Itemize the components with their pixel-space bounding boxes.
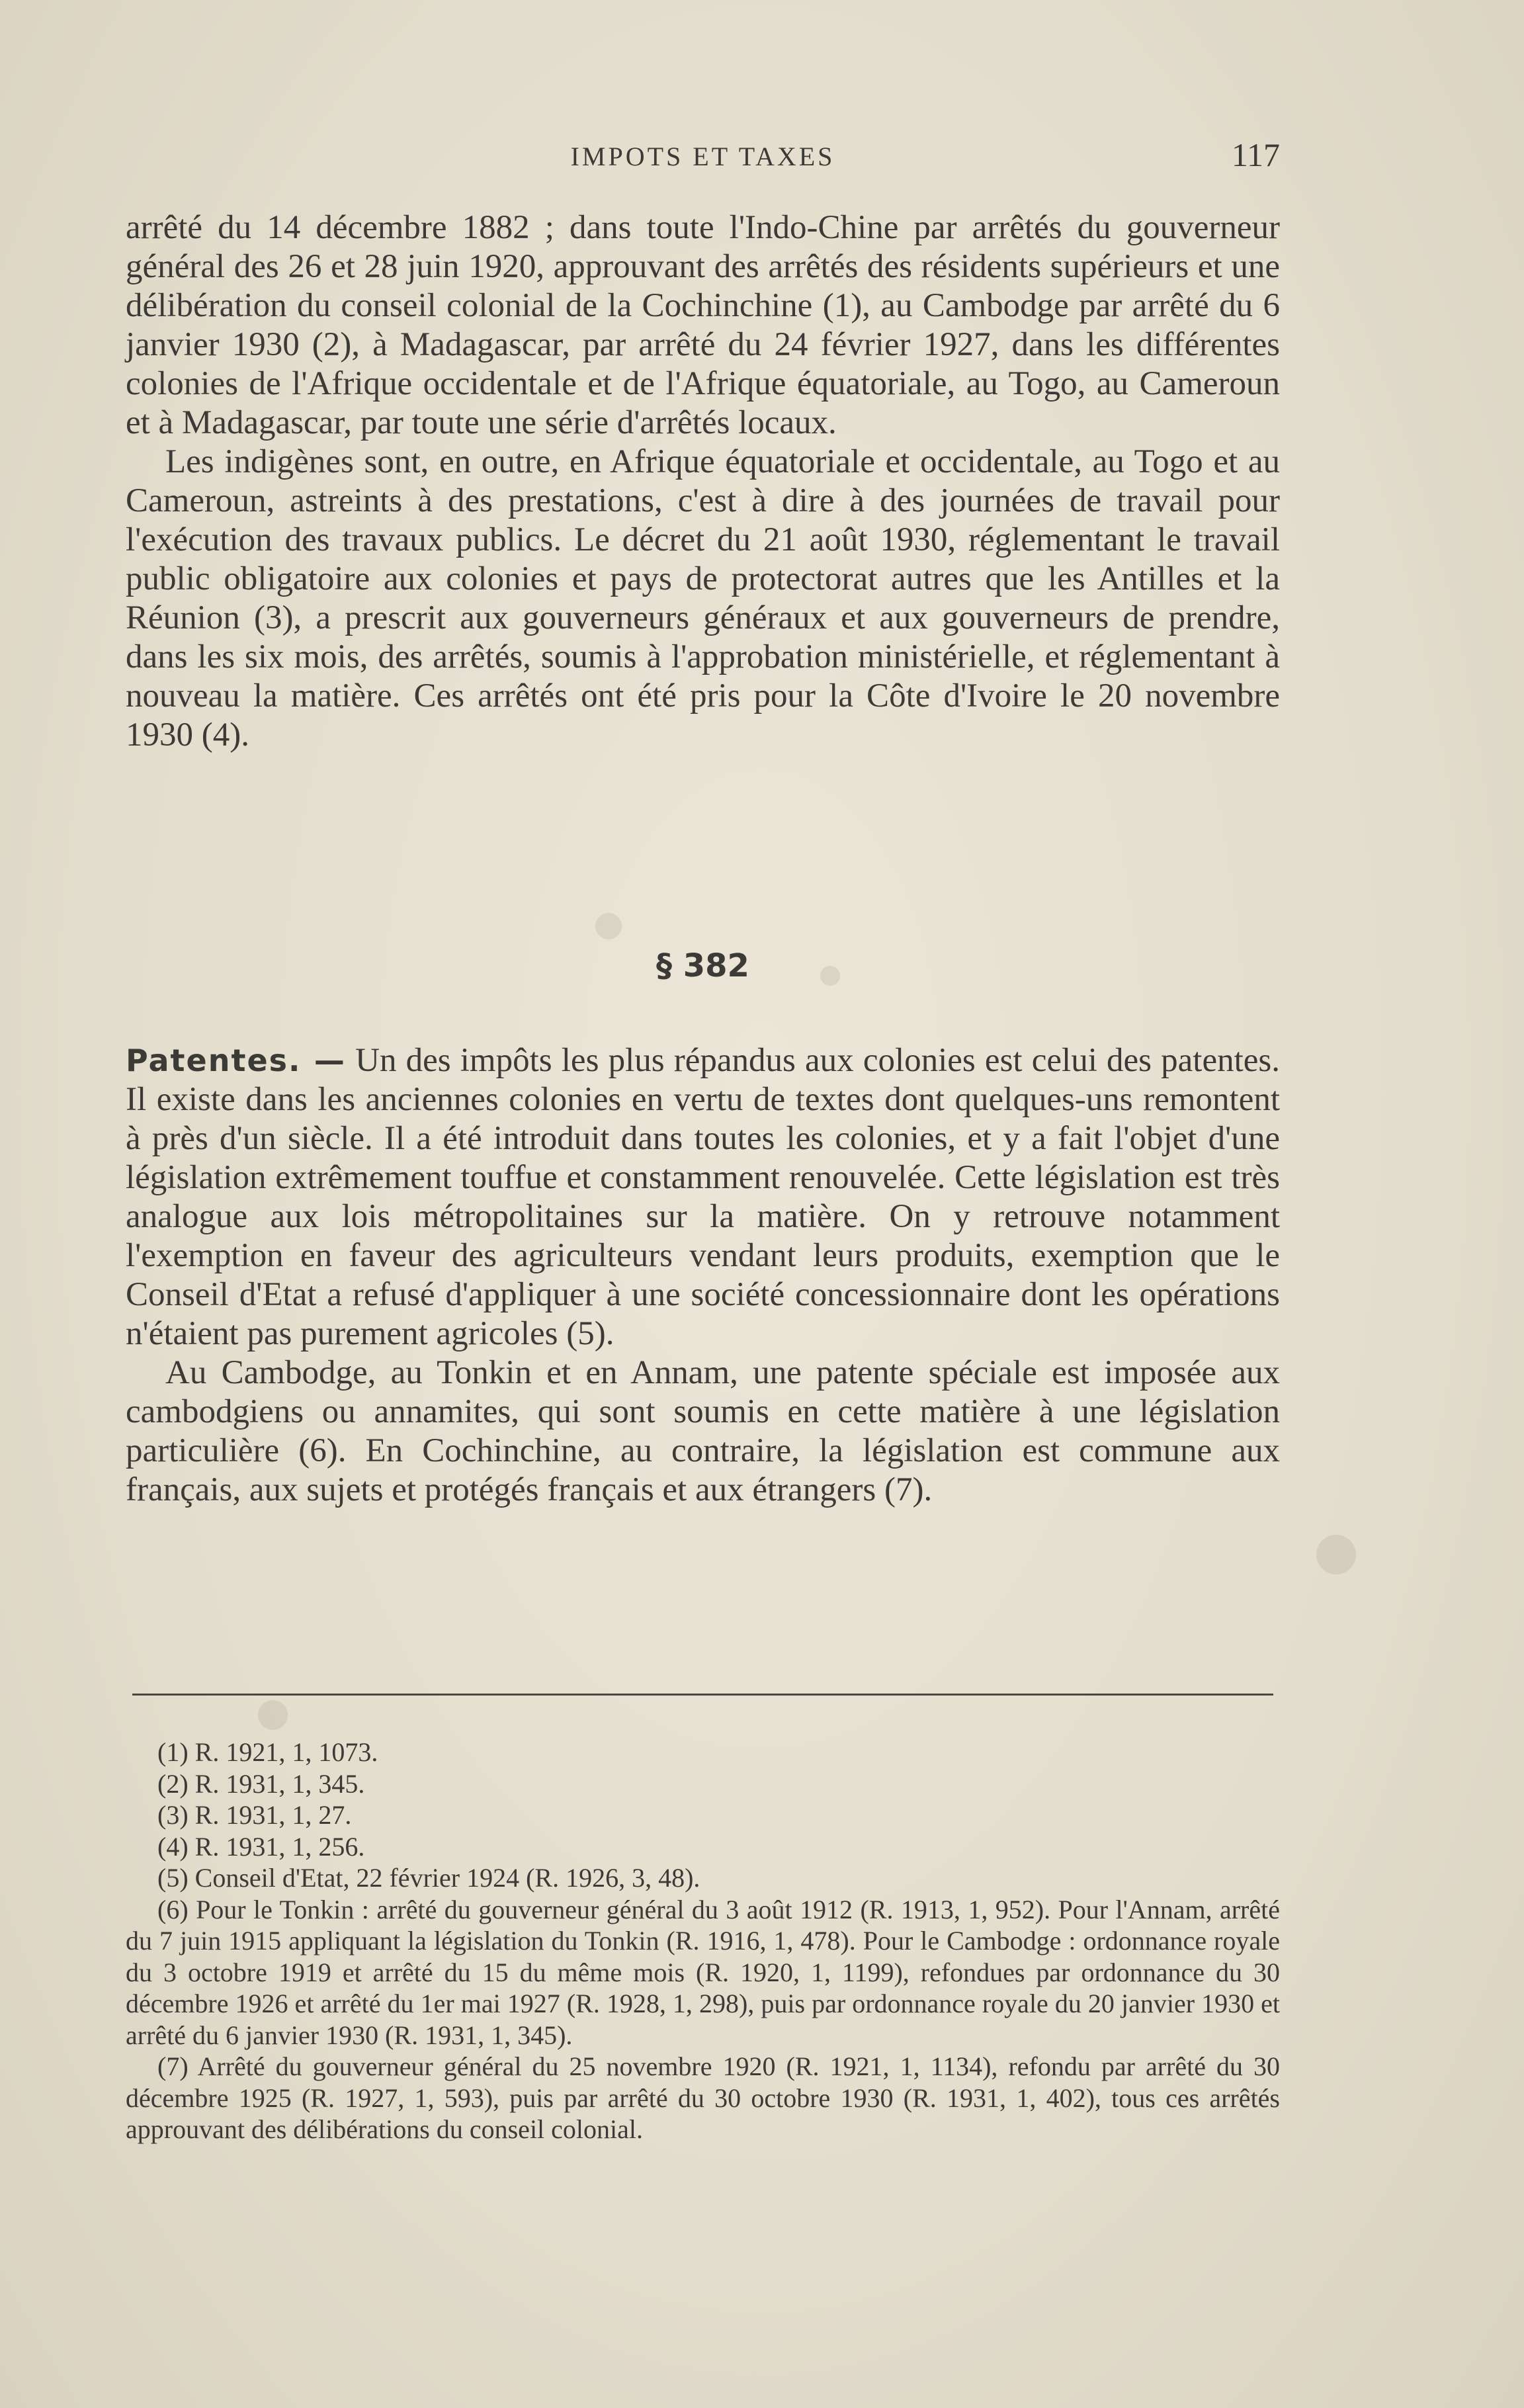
footnotes [126,1737,1280,2145]
running-header [126,136,1280,175]
paragraph-patentes [126,1041,1280,1354]
running-title: IMPOTS ET TAXES [570,142,835,171]
footnote-5: (5) Conseil d'Etat, 22 février 1924 (R. 1926, 3, 48). [157,1863,700,1893]
footnote-7: (7) Arrêté du gouverneur général du 25 novembre 1920 (R. 1921, 1, 1134), refondu par arrêté du 30 décembre 1925 (R. 1927, 1, 593), puis par arrêté du 30 octobre 1930 (R. 1931, 1, 402), tous ces arrêtés approuvant des délibérations du conseil colonial. [126,2051,1280,2144]
footnote-6: (6) Pour le Tonkin : arrêté du gouverneur général du 3 août 1912 (R. 1913, 1, 952). Pour l'Annam, arrêté du 7 juin 1915 appliquant la législation du Tonkin (R. 1916, 1, 478). Pour le Cambodge : ordonnance royale du 3 octobre 1919 et arrêté du 15 du même mois (R. 1920, 1, 1199), refondues par ordonnance du 30 décembre 1926 et arrêté du 1er mai 1927 (R. 1928, 1, 298), puis par ordonnance royale du 20 janvier 1930 et arrêté du 6 janvier 1930 (R. 1931, 1, 345). [126,1894,1280,2050]
footnote-2: (2) R. 1931, 1, 345. [157,1768,365,1799]
footnote-rule [132,1694,1273,1696]
section-heading: § 382 [656,947,749,984]
paper-stain [595,913,622,939]
paper-stain [1316,1535,1356,1574]
page-number: 117 [1231,136,1280,173]
run-in-heading: Patentes. — [126,1043,346,1078]
body-block-upper [126,208,1280,755]
paragraph-prestations: Les indigènes sont, en outre, en Afrique équatoriale et occidentale, au Togo et au Cameroun, astreints à des prestations, c'est à dire à des journées de travail pour l'exécution des travaux publics. Le décret du 21 août 1930, réglementant le travail public obligatoire aux colonies et pays de protectorat autres que les Antilles et la Réunion (3), a prescrit aux gouverneurs généraux et aux gouverneurs de prendre, dans les six mois, des arrêtés, soumis à l'approbation ministérielle, et réglementant à nouveau la matière. Ces arrêtés ont été pris pour la Côte d'Ivoire le 20 novembre 1930 (4). [126,443,1280,753]
footnote-3: (3) R. 1931, 1, 27. [157,1800,352,1830]
paragraph-cambodge: Au Cambodge, au Tonkin et en Annam, une patente spéciale est imposée aux cambodgiens ou annamites, qui sont soumis en cette matière à une législation particulière (6). En Cochinchine, au contraire, la législation est commune aux français, aux sujets et protégés français et aux étrangers (7). [126,1354,1280,1508]
footnote-4: (4) R. 1931, 1, 256. [157,1831,365,1862]
footnote-1: (1) R. 1921, 1, 1073. [157,1737,378,1767]
paragraph-patentes-text: Un des impôts les plus répandus aux colonies est celui des patentes. Il existe dans les anciennes colonies en vertu de textes dont quelques-uns remontent à près d'un siècle. Il a été introduit dans toutes les colonies, et y a fait l'objet d'une législation extrêmement touffue et constamment renouvelée. Cette législation est très analogue aux lois métropolitaines sur la matière. On y retrouve notamment l'exemption en faveur des agriculteurs vendant leurs produits, exemption que le Conseil d'Etat a refusé d'appliquer à une société concessionnaire dont les opérations n'étaient pas purement agricoles (5). [126,1042,1281,1352]
paragraph-continued: arrêté du 14 décembre 1882 ; dans toute l'Indo-Chine par arrêtés du gouverneur général des 26 et 28 juin 1920, approuvant des arrêtés des résidents supérieurs et une délibération du conseil colonial de la Cochinchine (1), au Cambodge par arrêté du 6 janvier 1930 (2), à Madagascar, par arrêté du 24 février 1927, dans les différentes colonies de l'Afrique occidentale et de l'Afrique équatoriale, au Togo, au Cameroun et à Madagascar, par toute une série d'arrêtés locaux. [126,209,1280,441]
paper-stain [258,1700,288,1730]
body-block-lower [126,1041,1280,1510]
